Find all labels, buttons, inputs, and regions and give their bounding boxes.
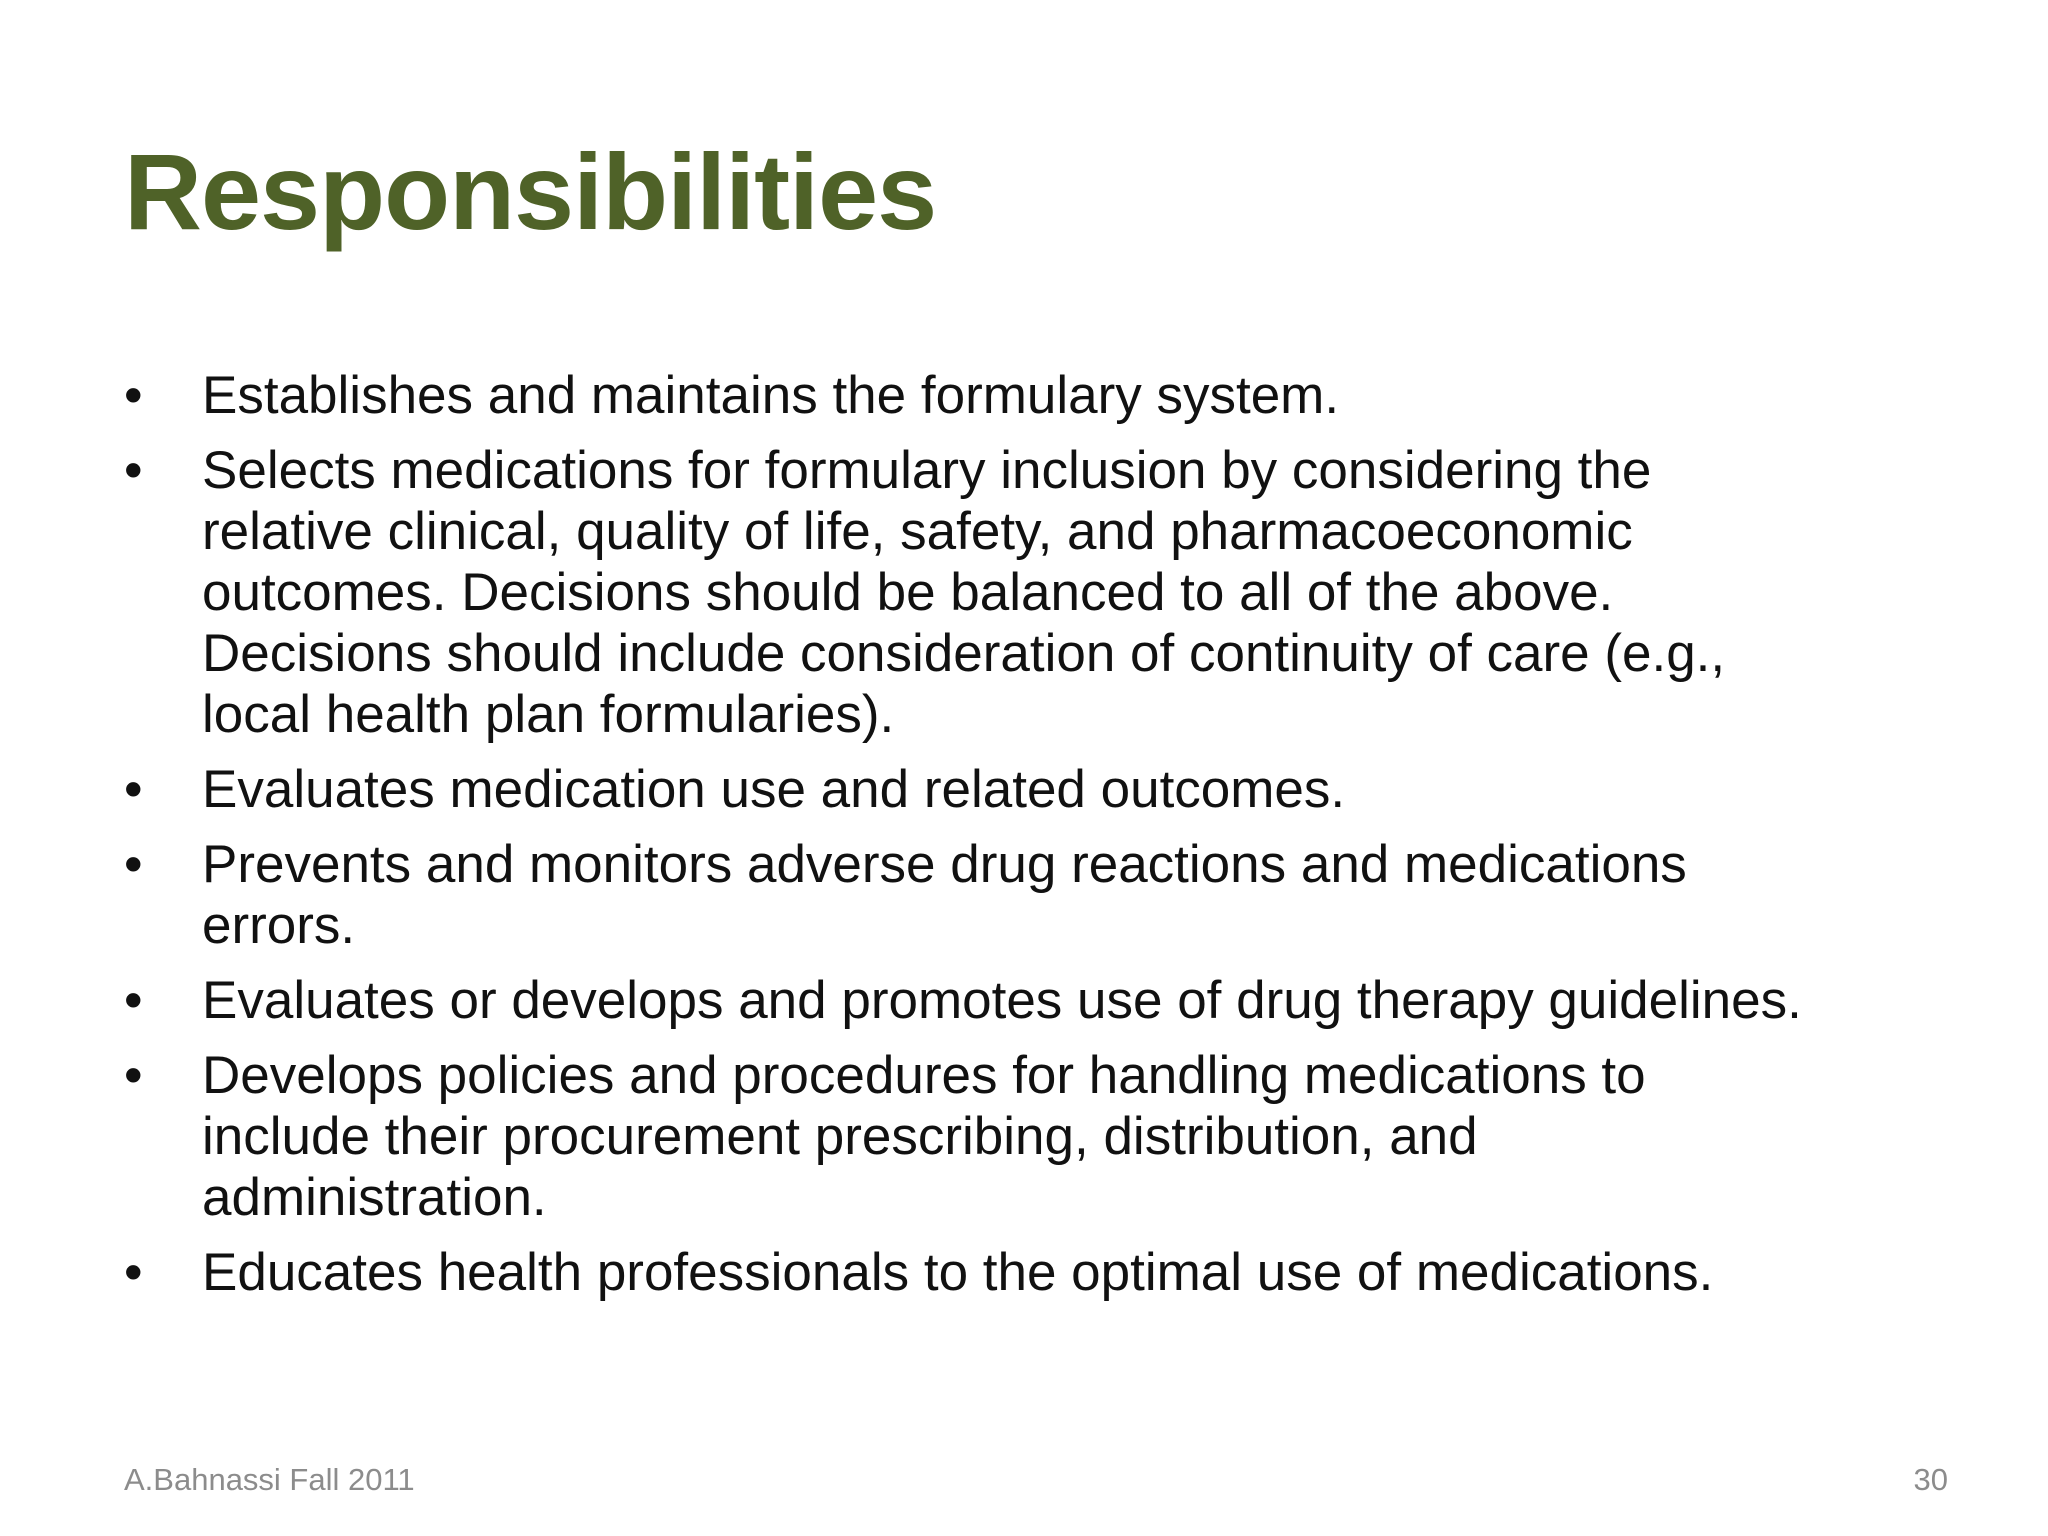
- bullet-item: [124, 440, 2004, 745]
- bullet-dot-icon: •: [124, 1046, 143, 1105]
- bullet-text: Develops policies and procedures for handling medications to include their procurement prescribing, distribution, and administration.: [202, 1046, 1646, 1227]
- bullet-dot-icon: •: [124, 971, 143, 1030]
- bullet-dot-icon: •: [124, 835, 143, 894]
- page-number: 30: [1913, 1462, 1948, 1497]
- bullet-item: [124, 759, 2004, 820]
- bullet-item: [124, 365, 2004, 426]
- bullet-text: Selects medications for formulary inclusion by considering the relative clinical, quality of life, safety, and pharmacoeconomic outcomes. Decisions should be balanced to all of the above. Decisions should include consideration of continuity of care (e.g., local health plan formularies).: [202, 441, 1726, 744]
- bullet-item: [124, 1242, 2004, 1303]
- footer-author: A.Bahnassi Fall 2011: [124, 1462, 415, 1497]
- bullet-text: Establishes and maintains the formulary system.: [202, 366, 1340, 425]
- bullet-dot-icon: •: [124, 441, 143, 500]
- bullet-text: Prevents and monitors adverse drug reactions and medications errors.: [202, 835, 1687, 955]
- bullet-text: Educates health professionals to the optimal use of medications.: [202, 1243, 1714, 1302]
- bullet-item: [124, 970, 2004, 1031]
- bullet-item: [124, 1045, 2004, 1228]
- bullet-text: Evaluates or develops and promotes use of drug therapy guidelines.: [202, 971, 1802, 1030]
- slide-title: Responsibilities: [124, 131, 937, 252]
- bullet-list: [124, 365, 2004, 1317]
- bullet-item: [124, 834, 2004, 956]
- bullet-dot-icon: •: [124, 1243, 143, 1302]
- bullet-dot-icon: •: [124, 366, 143, 425]
- bullet-dot-icon: •: [124, 760, 143, 819]
- bullet-text: Evaluates medication use and related outcomes.: [202, 760, 1346, 819]
